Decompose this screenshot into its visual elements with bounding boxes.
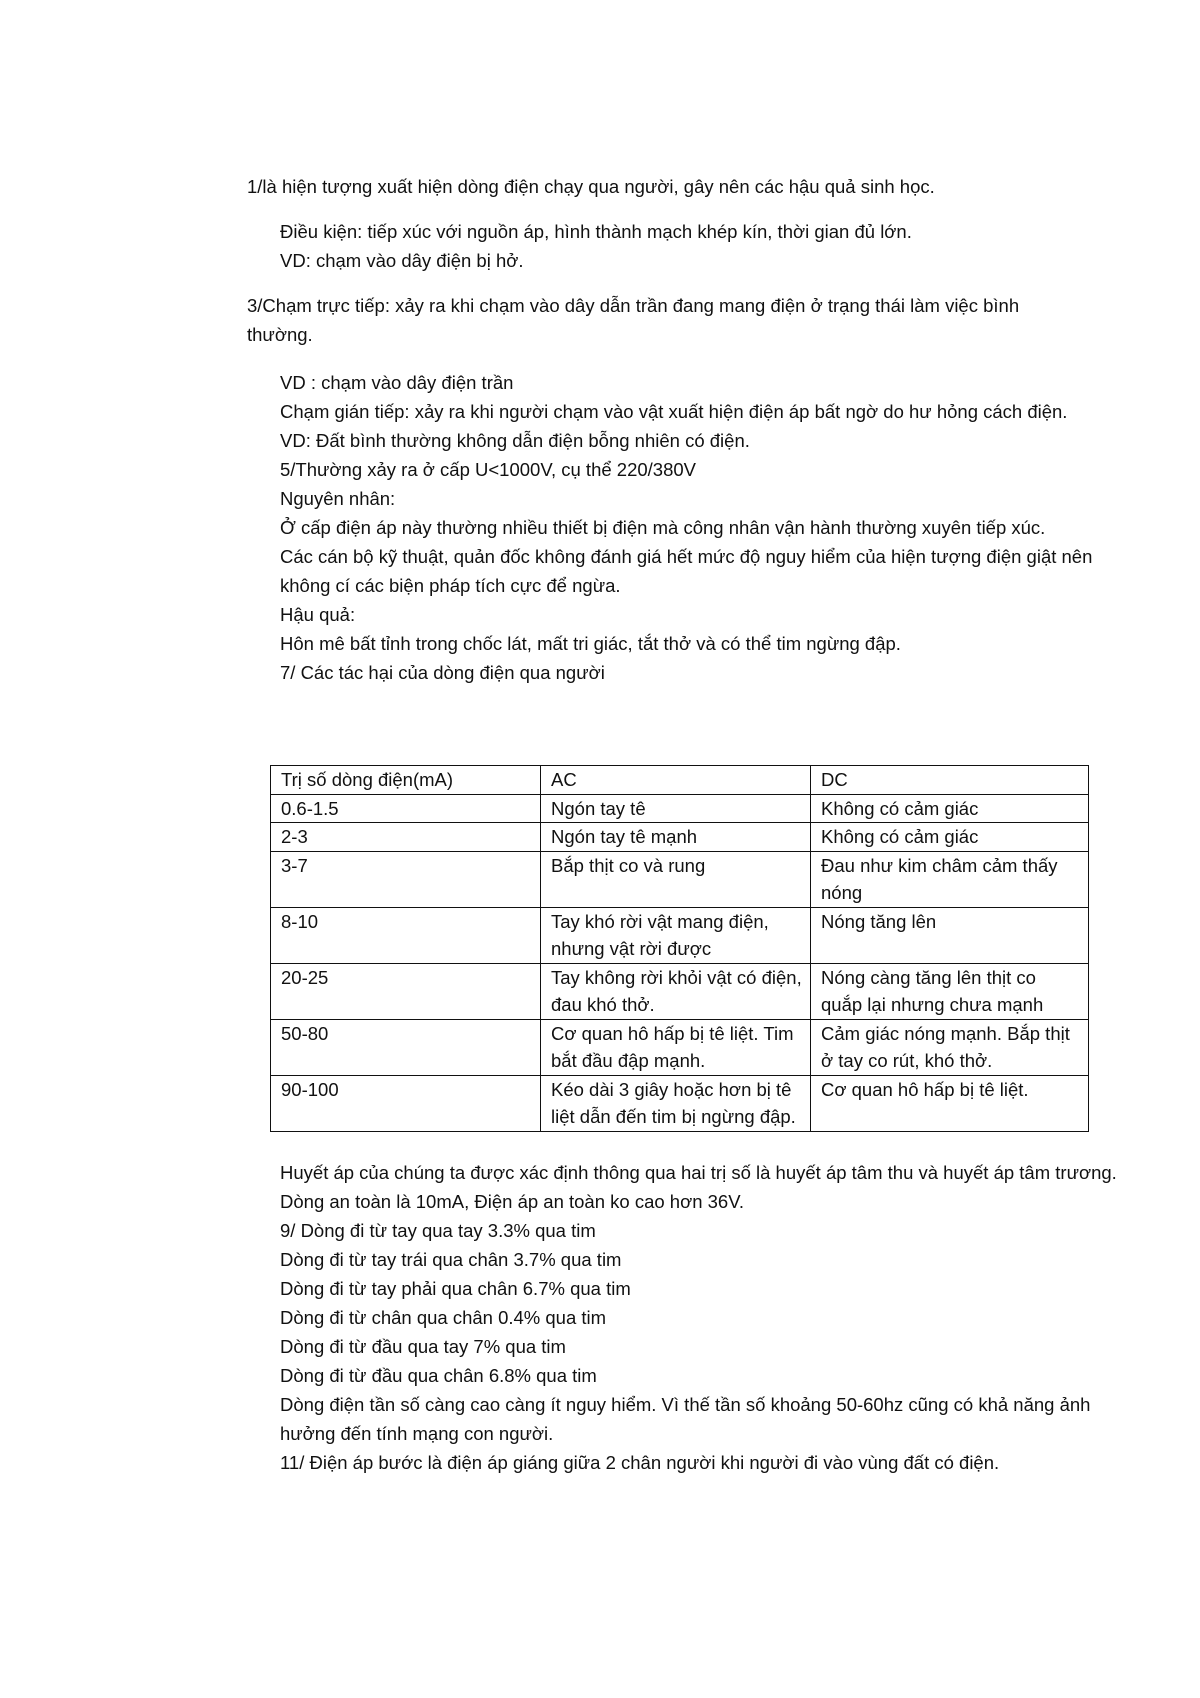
table-cell: Tay không rời khỏi vật có điện, đau khó thở. <box>541 963 811 1019</box>
paragraph: Dòng đi từ tay phải qua chân 6.7% qua tim <box>280 1278 631 1299</box>
table-cell: Cảm giác nóng mạnh. Bắp thịt ở tay co rút, khó thở. <box>811 1019 1089 1075</box>
table-cell: 0.6-1.5 <box>271 794 541 823</box>
section-3-5-7-body <box>247 368 1125 687</box>
table-row <box>271 823 1089 852</box>
table-cell: 20-25 <box>271 963 541 1019</box>
table-row <box>271 851 1089 907</box>
section-1-definition: 1/là hiện tượng xuất hiện dòng điện chạy qua người, gây nên các hậu quả sinh học. <box>247 176 935 197</box>
section-3-direct-contact: 3/Chạm trực tiếp: xảy ra khi chạm vào dây dẫn trần đang mang điện ở trạng thái làm việc bình thường. <box>247 295 1020 345</box>
table-cell: Ngón tay tê mạnh <box>541 823 811 852</box>
table-row <box>271 794 1089 823</box>
header-cell: DC <box>811 766 1089 795</box>
paragraph: Ở cấp điện áp này thường nhiều thiết bị điện mà công nhân vận hành thường xuyên tiếp xúc. <box>280 517 1046 538</box>
table-cell: Đau như kim châm cảm thấy nóng <box>811 851 1089 907</box>
table-cell: Nóng tăng lên <box>811 907 1089 963</box>
paragraph: Huyết áp của chúng ta được xác định thông qua hai trị số là huyết áp tâm thu và huyết áp tâm trương. <box>280 1162 1117 1183</box>
paragraph: Hậu quả: <box>280 604 356 625</box>
paragraph: Hôn mê bất tỉnh trong chốc lát, mất tri giác, tắt thở và có thể tim ngừng đập. <box>280 633 901 654</box>
paragraph: Nguyên nhân: <box>280 488 396 509</box>
paragraph: Dòng đi từ đầu qua chân 6.8% qua tim <box>280 1365 597 1386</box>
table-cell: 3-7 <box>271 851 541 907</box>
paragraph: 11/ Điện áp bước là điện áp giáng giữa 2 chân người khi người đi vào vùng đất có điện. <box>280 1452 1000 1473</box>
table-row <box>271 907 1089 963</box>
table-cell: Bắp thịt co và rung <box>541 851 811 907</box>
paragraph: Dòng đi từ tay trái qua chân 3.7% qua tim <box>280 1249 622 1270</box>
table-cell: 8-10 <box>271 907 541 963</box>
table-cell: Tay khó rời vật mang điện, nhưng vật rời được <box>541 907 811 963</box>
paragraph: 7/ Các tác hại của dòng điện qua người <box>280 662 605 683</box>
paragraph: Dòng an toàn là 10mA, Điện áp an toàn ko cao hơn 36V. <box>280 1191 744 1212</box>
table-cell: 90-100 <box>271 1075 541 1131</box>
table-cell: Nóng càng tăng lên thịt co quắp lại nhưng chưa mạnh <box>811 963 1089 1019</box>
paragraph: 9/ Dòng đi từ tay qua tay 3.3% qua tim <box>280 1220 596 1241</box>
sections-9-11-body <box>247 1158 1125 1477</box>
header-cell: AC <box>541 766 811 795</box>
table-row <box>271 963 1089 1019</box>
table-cell: 50-80 <box>271 1019 541 1075</box>
table-cell: Ngón tay tê <box>541 794 811 823</box>
section-1-example: VD: chạm vào dây điện bị hở. <box>280 250 524 271</box>
paragraph: 5/Thường xảy ra ở cấp U<1000V, cụ thể 220/380V <box>280 459 696 480</box>
table-cell: Cơ quan hô hấp bị tê liệt. <box>811 1075 1089 1131</box>
paragraph: Dòng điện tần số càng cao càng ít nguy hiểm. Vì thế tần số khoảng 50-60hz cũng có khả năng ảnh hưởng đến tính mạng con người. <box>280 1394 1091 1444</box>
paragraph: VD: Đất bình thường không dẫn điện bỗng nhiên có điện. <box>280 430 750 451</box>
paragraph: Chạm gián tiếp: xảy ra khi người chạm vào vật xuất hiện điện áp bất ngờ do hư hỏng cách điện. <box>280 401 1068 422</box>
table-cell: 2-3 <box>271 823 541 852</box>
paragraph: Dòng đi từ chân qua chân 0.4% qua tim <box>280 1307 607 1328</box>
table-row <box>271 1075 1089 1131</box>
table-cell: Cơ quan hô hấp bị tê liệt. Tim bắt đầu đập mạnh. <box>541 1019 811 1075</box>
paragraph: Các cán bộ kỹ thuật, quản đốc không đánh giá hết mức độ nguy hiểm của hiện tượng điện giật nên không cí các biện pháp tích cực để ngừa. <box>280 546 1093 596</box>
paragraph: VD : chạm vào dây điện trần <box>280 372 514 393</box>
table-cell: Không có cảm giác <box>811 823 1089 852</box>
table-cell: Kéo dài 3 giây hoặc hơn bị tê liệt dẫn đến tim bị ngừng đập. <box>541 1075 811 1131</box>
current-effects-table <box>270 765 1089 1132</box>
section-1-conditions: Điều kiện: tiếp xúc với nguồn áp, hình thành mạch khép kín, thời gian đủ lớn. <box>280 221 912 242</box>
header-cell: Trị số dòng điện(mA) <box>271 766 541 795</box>
table-cell: Không có cảm giác <box>811 794 1089 823</box>
table-row <box>271 1019 1089 1075</box>
paragraph: Dòng đi từ đầu qua tay 7% qua tim <box>280 1336 566 1357</box>
section-1-details <box>247 217 1140 275</box>
table-header-row <box>271 766 1089 795</box>
